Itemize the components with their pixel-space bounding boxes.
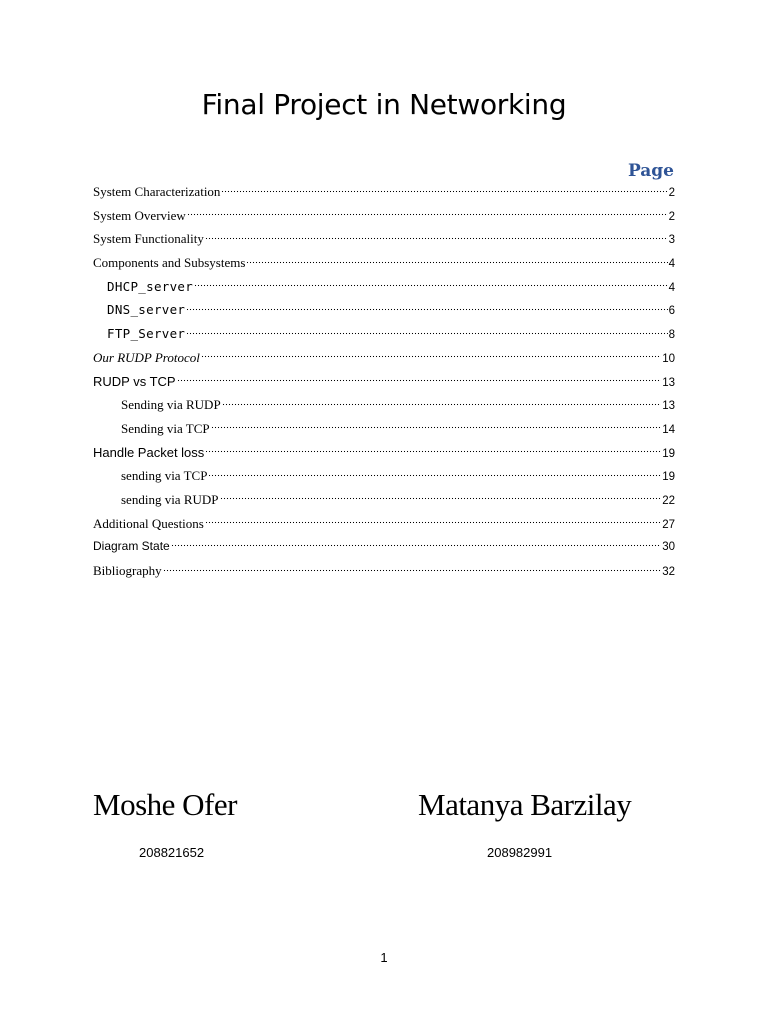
toc-entry[interactable]: [93, 326, 675, 350]
toc-entry-label: System Characterization: [93, 184, 221, 199]
toc-entry-label: FTP_Server: [107, 326, 186, 342]
dot-leader: [186, 331, 667, 335]
dot-leader: [221, 189, 667, 193]
toc-entry-label: Components and Subsystems: [93, 255, 246, 271]
toc-entry[interactable]: [93, 563, 675, 587]
dot-leader: [177, 379, 662, 383]
toc-entry[interactable]: [93, 445, 675, 469]
toc-entry[interactable]: [93, 184, 675, 208]
toc-entry-page: 2: [668, 187, 675, 199]
toc-entry-page: 22: [662, 494, 675, 507]
dot-leader: [194, 284, 668, 288]
toc-entry[interactable]: [93, 231, 675, 255]
toc-entry-label: sending via TCP: [121, 468, 208, 484]
dot-leader: [205, 450, 661, 454]
dot-leader: [220, 497, 662, 501]
toc-entry-label: DHCP_server: [107, 278, 194, 294]
table-of-contents: [93, 184, 675, 587]
dot-leader: [211, 426, 662, 430]
toc-entry-page: 27: [662, 518, 675, 531]
dot-leader: [186, 307, 667, 311]
dot-leader: [246, 260, 667, 264]
toc-entry-page: 19: [662, 447, 675, 460]
toc-entry-page: 6: [668, 305, 675, 318]
author-id: 208982991: [487, 845, 553, 860]
toc-entry-page: 30: [662, 541, 675, 554]
toc-entry-page: 32: [662, 566, 675, 578]
document-title: Final Project in Networking: [201, 88, 567, 121]
toc-entry-page: 13: [662, 400, 675, 413]
toc-entry-label: sending via RUDP: [121, 491, 219, 507]
toc-entry-label: Our RUDP Protocol: [93, 349, 200, 365]
toc-entry-label: Handle Packet loss: [93, 444, 205, 460]
dot-leader: [205, 521, 661, 525]
toc-page-heading: Page: [627, 161, 674, 181]
toc-entry-page: 4: [668, 258, 675, 271]
toc-entry-label: Additional Questions: [93, 515, 204, 531]
toc-entry-label: System Overview: [93, 207, 186, 223]
toc-entry-label: RUDP vs TCP: [93, 373, 176, 389]
toc-entry[interactable]: [93, 255, 675, 279]
dot-leader: [187, 213, 668, 217]
toc-entry-page: 10: [662, 352, 675, 365]
dot-leader: [163, 568, 662, 572]
toc-entry-page: 2: [668, 210, 675, 223]
toc-entry-label: Sending via RUDP: [121, 397, 221, 413]
toc-entry[interactable]: [93, 279, 675, 303]
toc-entry[interactable]: [93, 397, 675, 421]
toc-entry[interactable]: [93, 492, 675, 516]
dot-leader: [222, 402, 662, 406]
toc-entry-label: Sending via TCP: [121, 420, 210, 436]
toc-entry-page: 19: [662, 471, 675, 484]
toc-entry-page: 3: [668, 234, 675, 247]
dot-leader: [171, 543, 662, 547]
dot-leader: [205, 236, 668, 240]
toc-entry[interactable]: [93, 516, 675, 540]
author-id: 208821652: [139, 845, 205, 860]
toc-entry[interactable]: [93, 374, 675, 398]
toc-entry-label: Diagram State: [93, 539, 170, 554]
page-number: 1: [380, 950, 388, 965]
toc-entry-page: 14: [662, 423, 675, 436]
toc-entry[interactable]: [93, 350, 675, 374]
toc-entry-label: System Functionality: [93, 231, 204, 247]
toc-entry[interactable]: [93, 539, 675, 563]
toc-entry-label: Bibliography: [93, 563, 162, 578]
toc-entry-page: 13: [662, 376, 675, 389]
author-name: Moshe Ofer: [93, 787, 237, 822]
toc-entry[interactable]: [93, 421, 675, 445]
dot-leader: [201, 355, 661, 359]
toc-entry[interactable]: [93, 468, 675, 492]
toc-entry[interactable]: [93, 302, 675, 326]
dot-leader: [208, 473, 661, 477]
toc-entry-page: 4: [668, 281, 675, 294]
author-name: Matanya Barzilay: [418, 787, 632, 822]
toc-entry-label: DNS_server: [107, 302, 186, 318]
toc-entry[interactable]: [93, 208, 675, 232]
toc-entry-page: 8: [668, 329, 675, 342]
